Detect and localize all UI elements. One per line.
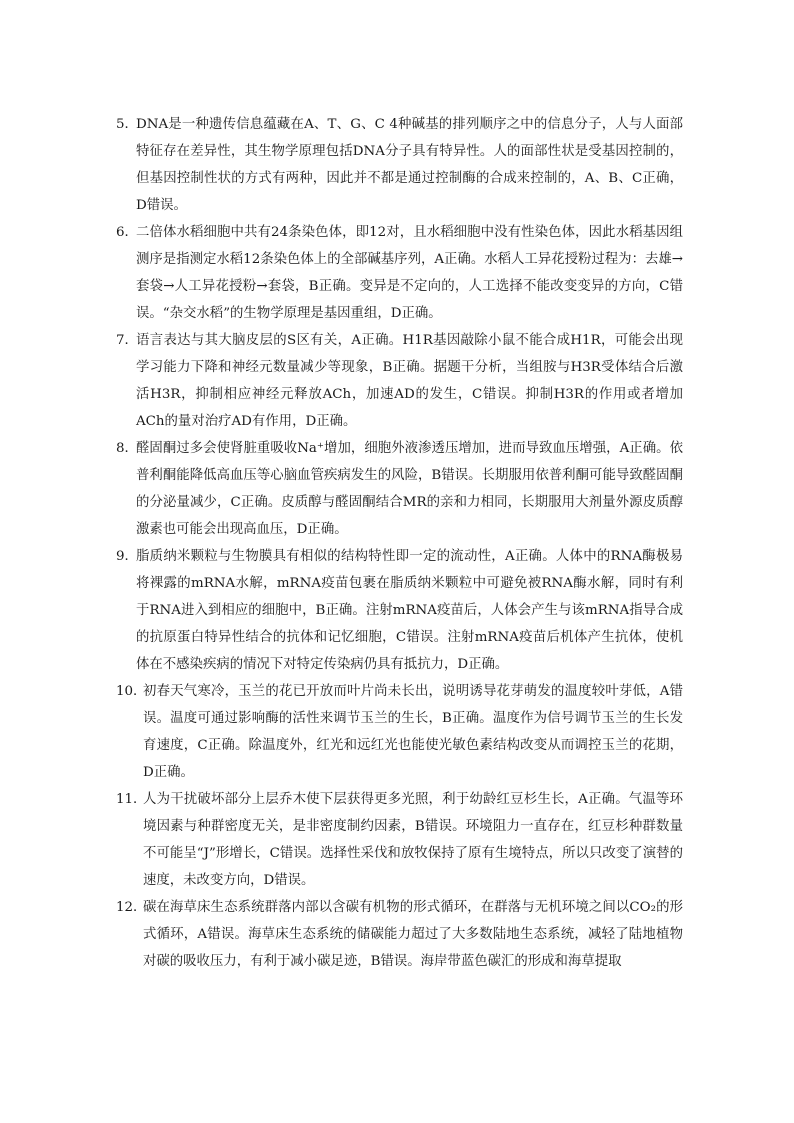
item-text: 初春天气寒冷，玉兰的花已开放而叶片尚未长出，说明诱导花芽萌发的温度较叶芽低，A错误。温度可通过影响酶的活性来调节玉兰的生长，B正确。温度作为信号调节玉兰的生长发育速度，C正确。除温度外，红光和远红光也能使光敏色素结构改变从而调控玉兰的花期，D正确。 (143, 684, 683, 780)
answer-item-11 (116, 786, 683, 894)
item-text: 人为干扰破坏部分上层乔木使下层获得更多光照，利于幼龄红豆杉生长，A正确。气温等环境因素与种群密度无关，是非密度制约因素，B错误。环境阻力一直存在，红豆杉种群数量不可能呈“J”形增长，C错误。选择性采伐和放牧保持了原有生境特点，所以只改变了演替的速度，未改变方向，D错误。 (143, 792, 683, 888)
item-text: 二倍体水稻细胞中共有24条染色体，即12对，且水稻细胞中没有性染色体，因此水稻基因组测序是指测定水稻12条染色体上的全部碱基序列，A正确。水稻人工异花授粉过程为：去雄→套袋→人工异花授粉→套袋，B正确。变异是不定向的，人工选择不能改变变异的方向，C错误。“杂交水稻”的生物学原理是基因重组，D正确。 (136, 225, 683, 321)
answer-item-6 (116, 219, 683, 327)
answer-item-8 (116, 435, 683, 543)
answer-item-7 (116, 327, 683, 435)
answer-item-5 (116, 111, 683, 219)
item-number: 7． (116, 333, 138, 348)
item-text: DNA是一种遗传信息蕴藏在A、T、G、C 4种碱基的排列顺序之中的信息分子，人与人面部特征存在差异性，其生物学原理包括DNA分子具有特异性。人的面部性状是受基因控制的，但基因控制性状的方式有两种，因此并不都是通过控制酶的合成来控制的，A、B、C正确，D错误。 (136, 117, 683, 213)
item-number: 10． (116, 684, 147, 699)
answer-list (116, 111, 683, 975)
item-text: 醛固酮过多会使肾脏重吸收Na⁺增加，细胞外液渗透压增加，进而导致血压增强，A正确。依普利酮能降低高血压等心脑血管疾病发生的风险，B错误。长期服用依普利酮可能导致醛固酮的分泌量减少，C正确。皮质醇与醛固酮结合MR的亲和力相同，长期服用大剂量外源皮质醇激素也可能会出现高血压，D正确。 (136, 441, 683, 537)
answer-item-9 (116, 543, 683, 678)
item-number: 5． (116, 117, 138, 132)
item-text: 语言表达与其大脑皮层的S区有关，A正确。H1R基因敲除小鼠不能合成H1R，可能会出现学习能力下降和神经元数量减少等现象，B正确。据题干分析，当组胺与H3R受体结合后激活H3R，抑制相应神经元释放ACh，加速AD的发生，C错误。抑制H3R的作用或者增加ACh的量对治疗AD有作用，D正确。 (136, 333, 683, 429)
item-number: 6． (116, 225, 138, 240)
item-text: 脂质纳米颗粒与生物膜具有相似的结构特性即一定的流动性，A正确。人体中的RNA酶极易将裸露的mRNA水解，mRNA疫苗包裹在脂质纳米颗粒中可避免被RNA酶水解，同时有利于RNA进入到相应的细胞中，B正确。注射mRNA疫苗后，人体会产生与该mRNA指导合成的抗原蛋白特异性结合的抗体和记忆细胞，C错误。注射mRNA疫苗后机体产生抗体，使机体在不感染疾病的情况下对特定传染病仍具有抵抗力，D正确。 (136, 549, 683, 672)
item-text: 碳在海草床生态系统群落内部以含碳有机物的形式循环，在群落与无机环境之间以CO₂的形式循环，A错误。海草床生态系统的储碳能力超过了大多数陆地生态系统，减轻了陆地植物对碳的吸收压力，有利于减小碳足迹，B错误。海岸带蓝色碳汇的形成和海草提取 (143, 900, 683, 969)
answer-item-12 (116, 894, 683, 975)
answer-item-10 (116, 678, 683, 786)
item-number: 9． (116, 549, 138, 564)
item-number: 12． (116, 900, 147, 915)
item-number: 8． (116, 441, 138, 456)
item-number: 11． (116, 792, 147, 807)
